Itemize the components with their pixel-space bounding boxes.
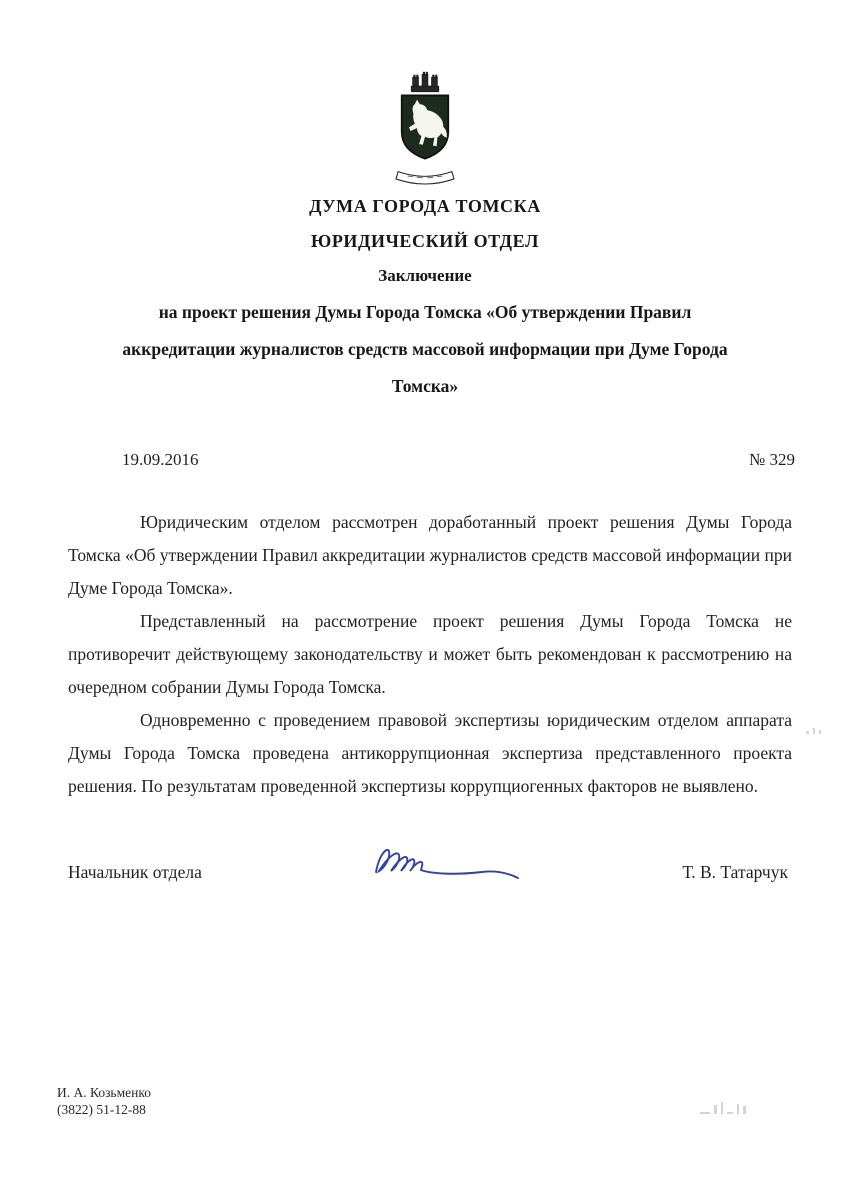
tomsk-coat-of-arms-icon <box>388 70 462 192</box>
scan-artifact <box>806 716 825 734</box>
executor-name: И. А. Козьменко <box>57 1085 151 1100</box>
document-subject <box>0 294 850 405</box>
document-type-title: Заключение <box>378 266 472 285</box>
subject-line: аккредитации журналистов средств массовой информации при Думе Города <box>122 339 728 359</box>
executor-block <box>57 1084 151 1118</box>
handwritten-signature <box>360 838 545 890</box>
signer-position: Начальник отдела <box>68 862 202 882</box>
document-number: № 329 <box>749 450 795 469</box>
body-paragraph: Представленный на рассмотрение проект решения Думы Города Томска не противоречит действующему законодательству и может быть рекомендован к рассмотрению на очередном собрании Думы Города Томска. <box>68 611 792 697</box>
scan-artifact <box>700 1096 750 1114</box>
body-paragraph: Юридическим отделом рассмотрен доработанный проект решения Думы Города Томска «Об утверждении Правил аккредитации журналистов средств массовой информации при Думе Города Томска». <box>68 512 792 598</box>
subject-line: на проект решения Думы Города Томска «Об утверждении Правил <box>158 302 692 322</box>
signer-name: Т. В. Татарчук <box>682 862 788 882</box>
organization-name: ДУМА ГОРОДА ТОМСКА <box>309 196 541 216</box>
document-body <box>68 506 792 803</box>
department-name: ЮРИДИЧЕСКИЙ ОТДЕЛ <box>310 231 540 251</box>
subject-line: Томска» <box>391 376 459 396</box>
body-paragraph: Одновременно с проведением правовой экспертизы юридическим отделом аппарата Думы Города Томска проведена антикоррупционная экспертиза представленного проекта решения. По результатам проведенной экспертизы коррупциогенных факторов не выявлено. <box>68 710 792 796</box>
date-number-row <box>68 450 795 470</box>
executor-phone: (3822) 51-12-88 <box>57 1102 146 1117</box>
document-date: 19.09.2016 <box>122 450 199 469</box>
